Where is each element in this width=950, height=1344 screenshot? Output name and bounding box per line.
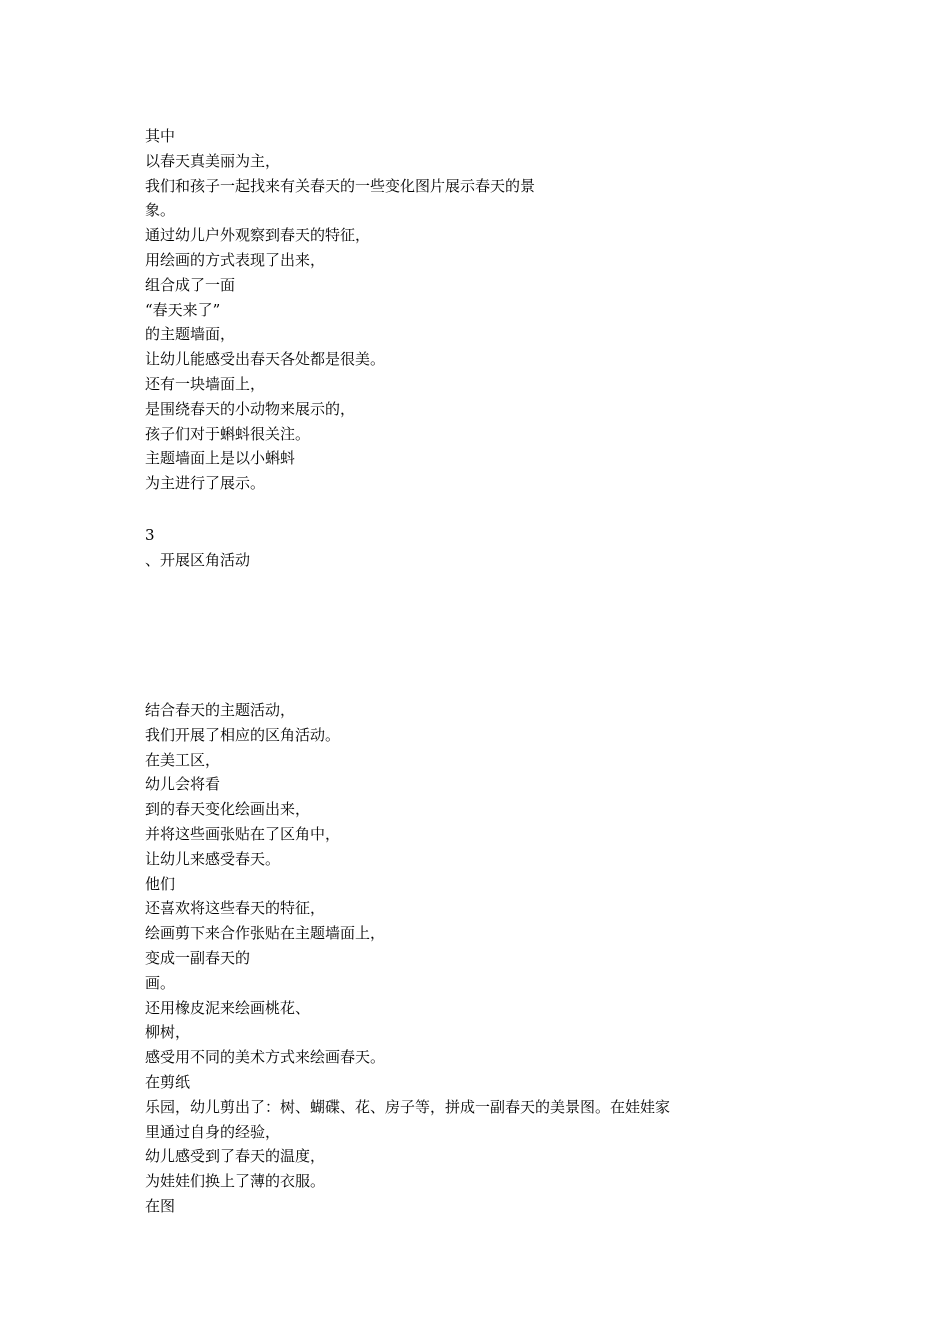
text-line: 以春天真美丽为主， [145,151,281,170]
text-line: 组合成了一面 [145,275,236,294]
text-line: 幼儿会将看 [145,775,221,794]
text-line: 主题墙面上是以小蝌蚪 [145,449,296,468]
text-line: 并将这些画张贴在了区角中， [145,824,341,843]
text-line: 在图 [145,1196,176,1215]
text-line: 幼儿感受到了春天的温度， [145,1147,326,1166]
section-title: 、开展区角活动 [145,550,251,569]
text-line: 我们和孩子一起找来有关春天的一些变化图片展示春天的景 [145,176,536,195]
paragraph-corner-activities [145,698,670,1219]
text-line: 为主进行了展示。 [145,474,266,493]
text-line: 柳树， [145,1023,191,1042]
text-line: 还喜欢将这些春天的特征， [145,899,326,918]
text-line: 其中 [145,127,176,145]
text-line: 变成一副春天的 [145,948,251,967]
text-line: 还用橡皮泥来绘画桃花、 [145,998,311,1017]
text-line: 让幼儿能感受出春天各处都是很美。 [145,350,386,369]
text-line: 通过幼儿户外观察到春天的特征， [145,226,371,245]
text-line: 在美工区， [145,750,221,769]
text-line: 让幼儿来感受春天。 [145,849,281,868]
text-line: 在剪纸 [145,1072,191,1091]
text-line: 象。 [145,201,176,220]
text-line: 感受用不同的美术方式来绘画春天。 [145,1048,386,1067]
text-line: 是围绕春天的小动物来展示的， [145,399,356,418]
text-line: 孩子们对于蝌蚪很关注。 [145,424,311,443]
text-line: 还有一块墙面上， [145,374,266,393]
text-line: 我们开展了相应的区角活动。 [145,725,341,744]
text-line: 用绘画的方式表现了出来， [145,250,326,269]
text-line: 乐园，幼儿剪出了：树、蝴碟、花、房子等，拼成一副春天的美景图。在娃娃家 [145,1097,671,1116]
text-line: 到的春天变化绘画出来， [145,800,311,819]
section-number: 3 [145,526,155,544]
paragraph-theme-wall [145,124,535,496]
text-line: 画。 [145,973,176,992]
text-line: 为娃娃们换上了薄的衣服。 [145,1172,326,1191]
text-line: 绘画剪下来合作张贴在主题墙面上， [145,924,386,943]
text-line: 结合春天的主题活动， [145,701,296,719]
text-line: 他们 [145,874,176,893]
text-line: 的主题墙面， [145,325,236,344]
text-line: “春天来了” [145,300,221,319]
text-line: 里通过自身的经验， [145,1122,281,1141]
section-heading [145,523,250,573]
